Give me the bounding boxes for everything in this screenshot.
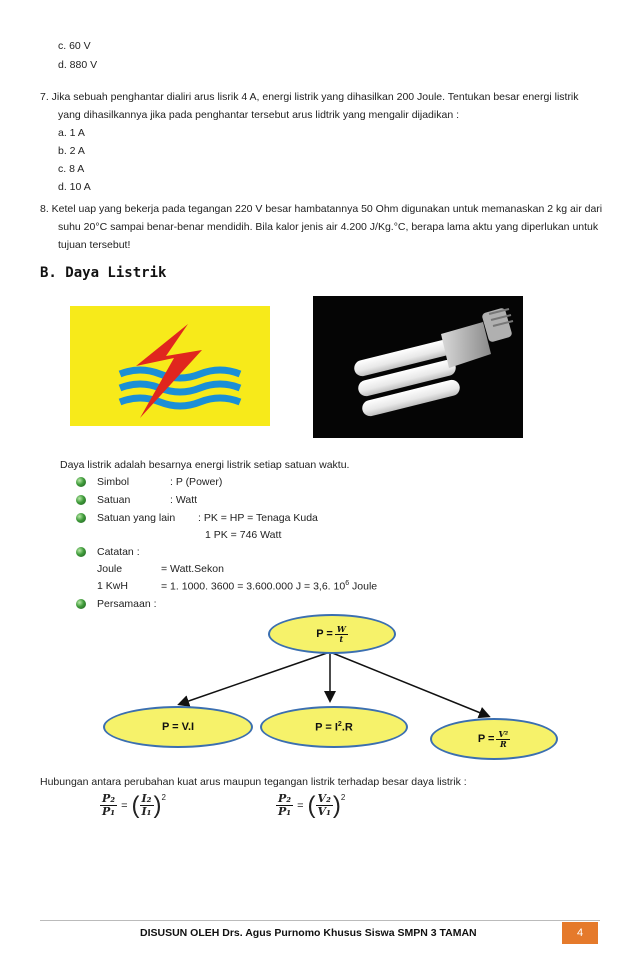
question-7-line1: 7. Jika sebuah penghantar dialiri arus lisrik 4 A, energi listrik yang dihasilkan 200 Joule. Tentukan besar energi listrik [40, 91, 579, 103]
satuan-lain-value: : PK = HP = Tenaga Kuda [198, 512, 318, 524]
option-a: a. 1 A [58, 127, 85, 139]
kwh-label: 1 KwH [97, 580, 128, 592]
formula-current-ratio: $\frac{\text{P₂}}{\text{P₁}}$ = ( $\frac{\text{I₂}}{\text{I₁}}$ ) $^2$ [102, 791, 166, 819]
satuan-lain-label: Satuan yang lain [97, 512, 176, 524]
question-8-line1: 8. Ketel uap yang bekerja pada tegangan 220 V besar hambatannya 50 Ohm digunakan untuk memanaskan 2 kg air dari [40, 203, 603, 215]
question-8-line3: tujuan tersebut! [58, 239, 131, 251]
joule-label: Joule [97, 563, 123, 575]
formula-top-fraction: $\frac{W}{t}$ [336, 623, 346, 644]
footer-text: DISUSUN OLEH Drs. Agus Purnomo Khusus Siswa SMPN 3 TAMAN [140, 927, 477, 939]
joule-value: = Watt.Sekon [161, 563, 224, 575]
persamaan-label: Persamaan : [97, 598, 157, 610]
formula-right-fraction: $\frac{\text{V²}}{R}$ [498, 728, 509, 749]
option-d: d. 880 V [58, 59, 98, 71]
formula-left-ellipse [103, 706, 253, 748]
option-c: c. 60 V [58, 40, 91, 52]
formula-right-ellipse [430, 718, 558, 760]
page-number: 4 [576, 927, 584, 939]
question-8-line2: suhu 20°C sampai benar-benar mendidih. Bila kalor jenis air 4.200 J/Kg.°C, berapa lama aktu yang diperlukan untuk [58, 221, 599, 233]
option-c: c. 8 A [58, 163, 85, 175]
simbol-label: Simbol [97, 476, 130, 488]
formula-middle-text: $P = I^2.R$ [315, 720, 353, 734]
definition-text: Daya listrik adalah besarnya energi listrik setiap satuan waktu. [60, 459, 350, 471]
section-title: B. Daya Listrik [40, 265, 167, 281]
formula-voltage-ratio: $\frac{\text{P₂}}{\text{P₁}}$ = ( $\frac{\text{V₂}}{\text{V₁}}$ ) $^2$ [278, 791, 346, 819]
footer-divider [40, 920, 600, 921]
page-number-badge [562, 922, 598, 944]
satuan-lain-value2: 1 PK = 746 Watt [205, 529, 282, 541]
formula-top-prefix: P = [316, 628, 333, 640]
question-7-line2: yang dihasilkannya jika pada penghantar tersebut arus lidtrik yang mengalir dijadikan : [58, 109, 459, 121]
option-d: d. 10 A [58, 181, 91, 193]
option-b: b. 2 A [58, 145, 85, 157]
formula-top-ellipse [268, 614, 396, 654]
satuan-value: : Watt [170, 494, 198, 506]
formula-left-text: P = V.I [161, 721, 195, 733]
satuan-label: Satuan [97, 494, 131, 506]
kwh-value: = 1. 1000. 3600 = 3.600.000 J = 3,6. $10^6$ Joule [161, 580, 378, 593]
formula-right-prefix: P = [477, 733, 495, 745]
relation-text: Hubungan antara perubahan kuat arus maupun tegangan listrik terhadap besar daya listrik : [40, 776, 467, 788]
formula-middle-ellipse [260, 706, 408, 748]
simbol-value: : P (Power) [170, 476, 223, 488]
catatan-label: Catatan : [97, 546, 140, 558]
